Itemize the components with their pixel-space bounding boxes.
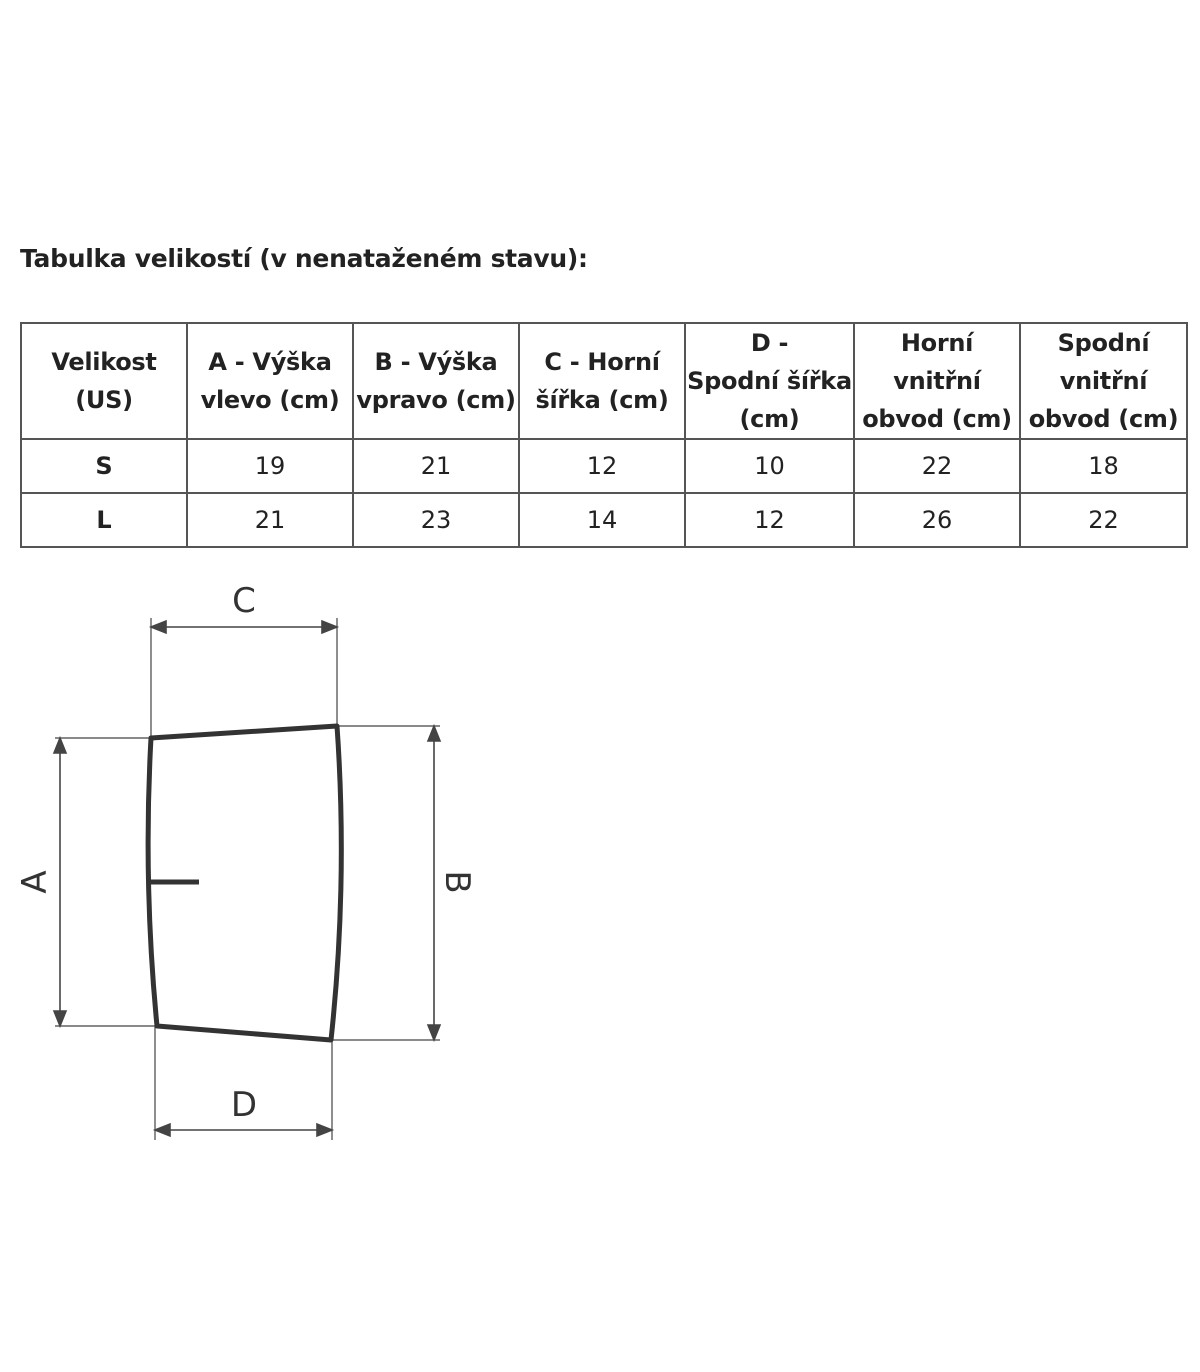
value-cell: 22 [1020,493,1187,547]
value-cell: 12 [685,493,854,547]
header-line: vnitřní [1059,367,1148,395]
value-cell: 21 [187,493,353,547]
header-size [21,323,187,439]
dimension-d-arrow [155,1124,332,1136]
header-line: vpravo (cm) [356,386,516,414]
label-b: B [437,870,477,894]
extension-lines [55,618,440,1140]
header-line: (US) [75,386,133,414]
value-cell: 14 [519,493,685,547]
header-top-circumference [854,323,1020,439]
size-cell: L [21,493,187,547]
header-height-right [353,323,519,439]
header-line: vlevo (cm) [200,386,340,414]
value-cell: 22 [854,439,1020,493]
dimension-a-arrow [54,738,66,1026]
value-cell: 12 [519,439,685,493]
size-table-heading: Tabulka velikostí (v nenataženém stavu): [20,244,588,273]
value-cell: 18 [1020,439,1187,493]
header-line: A - Výška [208,348,332,376]
header-bottom-width [685,323,854,439]
label-a: A [15,870,55,894]
header-line: Velikost [51,348,157,376]
header-line: B - Výška [374,348,498,376]
size-cell: S [21,439,187,493]
table-row [21,493,1187,547]
value-cell: 26 [854,493,1020,547]
value-cell: 10 [685,439,854,493]
table-row [21,439,1187,493]
header-line: obvod (cm) [1028,405,1179,433]
value-cell: 19 [187,439,353,493]
header-line: C - Horní [544,348,660,376]
header-row [21,323,1187,439]
header-line: šířka (cm) [535,386,669,414]
header-line: D - [750,329,789,357]
value-cell: 23 [353,493,519,547]
measurement-diagram [0,570,520,1170]
value-cell: 21 [353,439,519,493]
header-line: Horní [900,329,974,357]
label-c: C [232,581,256,621]
header-line: Spodní [1057,329,1150,357]
header-line: obvod (cm) [862,405,1012,433]
dimension-arrows [54,621,440,1136]
header-line: vnitřní [893,367,981,395]
header-line: Spodní šířka [687,367,852,395]
header-height-left [187,323,353,439]
header-top-width [519,323,685,439]
size-table [20,322,1188,548]
header-line: (cm) [739,405,800,433]
header-bottom-circumference [1020,323,1187,439]
dimension-c-arrow [151,621,337,633]
label-d: D [230,1085,258,1125]
